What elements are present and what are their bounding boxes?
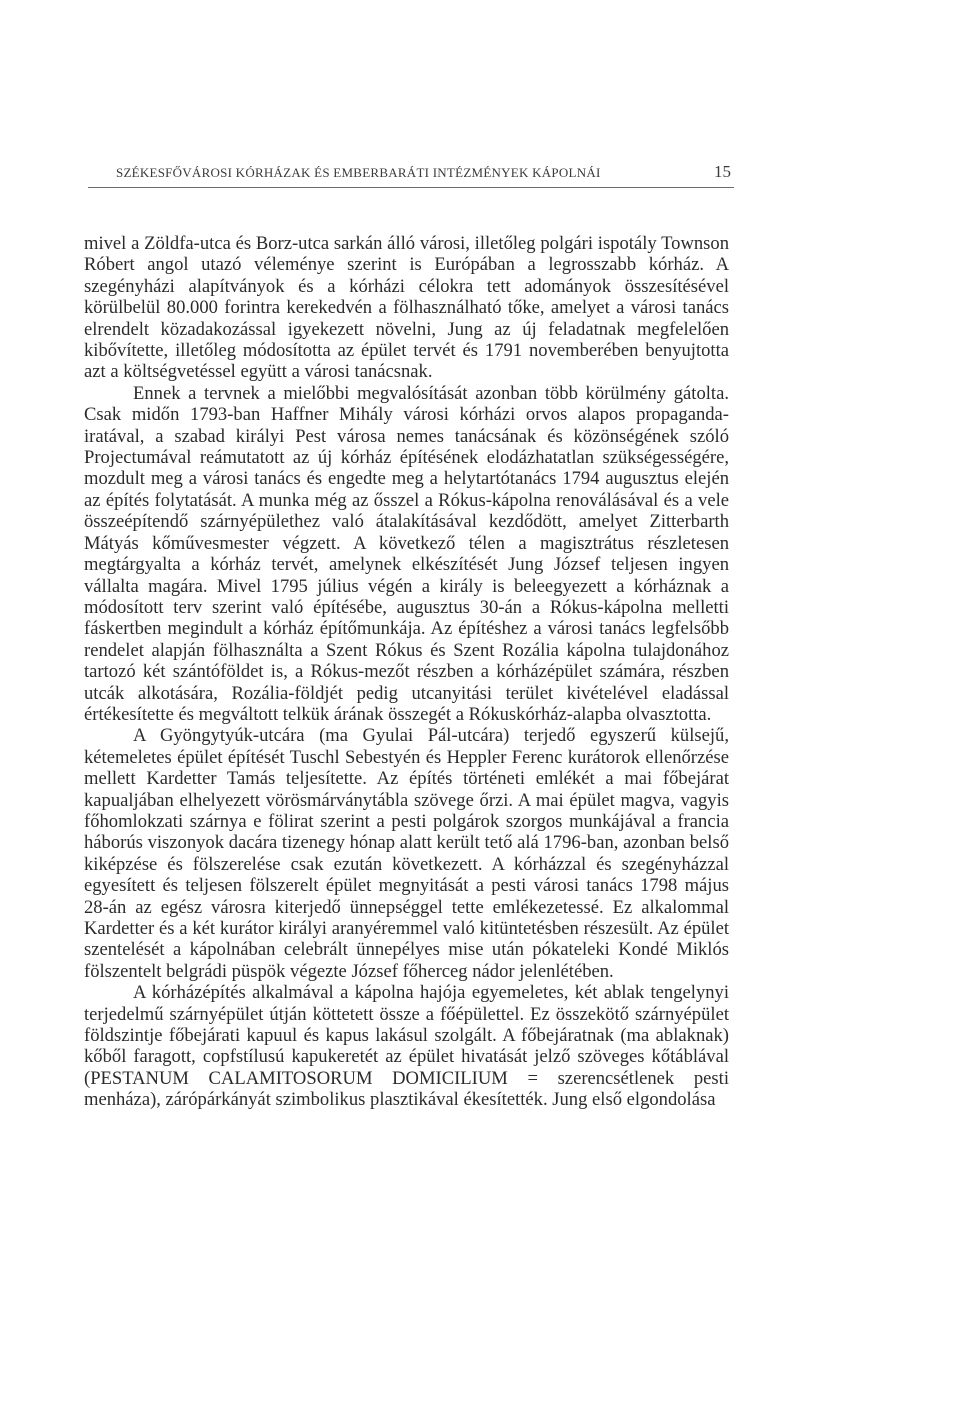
- paragraph-3: A Gyöngytyúk-utcára (ma Gyulai Pál-utcára) terjedő egyszerű külsejű, kétemeletes épület építését Tuschl Sebestyén és Heppler Ferenc kurátorok ellenőrzése mellett Kardetter Tamás teljesítette. Az építés történeti emlékét a mai főbejárat kapualjában elhelyezett vörösmárványtábla szövege őrzi. A mai épület magva, vagyis főhomlokzati szárnya e fölirat szerint a pesti polgárok szorgos munkájával a francia háborús viszonyok dacára tizenegy hónap alatt került tető alá 1796-ban, azonban belső kiképzése és fölszerelése csak ezután következett. A kórházzal és szegényházzal egyesített és teljesen fölszerelt épület megnyitását a pesti városi tanács 1798 május 28-án az egész városra kiterjedő ünnepséggel tette emlékezetessé. Ez alkalommal Kardetter és a két kurátor királyi aranyéremmel való kitüntetésben részesült. Az épület szentelését a kápolnában celebrált ünnepélyes mise után pókateleki Kondé Miklós fölszentelt belgrádi püspök végezte József főherceg nádor jelenlétében.: [84, 725, 729, 982]
- running-header: [116, 162, 731, 182]
- header-rule: [88, 187, 734, 188]
- page-number: 15: [714, 162, 731, 181]
- body-text: [84, 233, 729, 1111]
- running-header-title: SZÉKESFŐVÁROSI KÓRHÁZAK ÉS EMBERBARÁTI INTÉZMÉNYEK KÁPOLNÁI: [116, 165, 601, 180]
- paragraph-4: A kórházépítés alkalmával a kápolna hajója egyemeletes, két ablak tengelynyi terjedelmű szárnyépület útján köttetett össze a főépülettel. Ez összekötő szárnyépület földszintje főbejárati kapuul és kapus lakásul szolgált. A főbejáratnak (ma ablaknak) kőből faragott, copfstílusú kapukeretét az épület hivatását jelző szöveges kőtáblával (PESTANUM CALAMITOSORUM DOMICILIUM = szerencsétlenek pesti menháza), zárópárkányát szimbolikus plasztikával ékesítették. Jung első elgondolása: [84, 982, 729, 1111]
- paragraph-2: Ennek a tervnek a mielőbbi megvalósítását azonban több körülmény gátolta. Csak midőn 1793-ban Haffner Mihály városi kórházi orvos alapos propaganda-iratával, a szabad királyi Pest városa nemes tanácsának és közönségének szóló Projectumával reámutatott az új kórház építésének elodázhatatlan szükségességére, mozdult meg a városi tanács és engedte meg a helytartótanács 1794 augusztus elején az építés folytatását. A munka még az ősszel a Rókus-kápolna renoválásával és a vele összeépítendő szárnyépülethez való átalakításával kezdődött, amelyet Zitterbarth Mátyás kőművesmester végzett. A következő télen a magisztrátus részletesen megtárgyalta a kórház tervét, amelynek elkészítését Jung József teljesen ingyen vállalta magára. Mivel 1795 július végén a király is beleegyezett a kórháznak a módosított terv szerint való építésébe, augusztus 30-án a Rókus-kápolna melletti fáskertben megindult a kórház építőmunkája. Az építéshez a városi tanács legfelsőbb rendelet alapján fölhasználta a Szent Rókus és Szent Rozália kápolna tulajdonához tartozó két szántóföldet is, a Rókus-mezőt részben a kórházépület számára, részben utcák alkotására, Rozália-földjét pedig utcanyitási terület kivételével eladással értékesítette és megváltott telkük árának összegét a Rókuskórház-alapba olvasztotta.: [84, 382, 729, 725]
- paragraph-1: mivel a Zöldfa-utca és Borz-utca sarkán álló városi, illetőleg polgári ispotály Townson Róbert angol utazó véleménye szerint is Európában a legrosszabb kórház. A szegényházi alapítványok és a kórházi célokra tett adományok összesítésével körülbelül 80.000 forintra kerekedvén a fölhasználható tőke, amelyet a városi tanács elrendelt közadakozással igyekezett növelni, Jung az új feladatnak megfelelően kibővítette, illetőleg módosította az épület tervét és 1791 novemberében benyujtotta azt a költségvetéssel együtt a városi tanácsnak.: [84, 233, 729, 383]
